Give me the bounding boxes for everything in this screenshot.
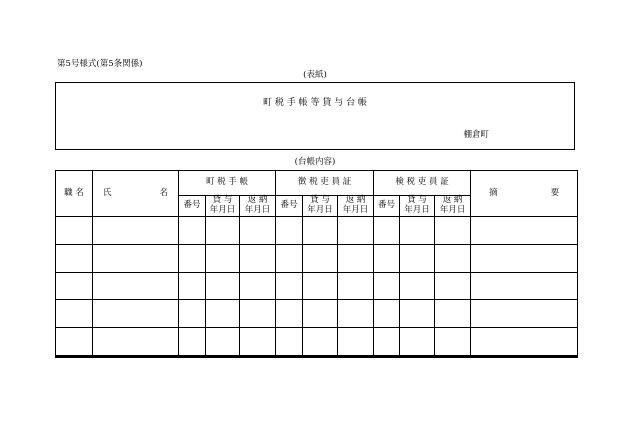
header-inspector-id: 検 税 吏 員 証 [374,171,471,196]
ledger-body [56,217,578,357]
table-cell[interactable] [206,300,240,328]
table-cell[interactable] [56,217,93,245]
table-cell[interactable] [56,300,93,328]
content-label: (台帳内容) [294,157,336,167]
sub-lend-date: 貸 与 年月日 [400,196,435,217]
table-cell[interactable] [471,300,578,328]
header-position: 職 名 [56,171,93,217]
table-cell[interactable] [374,300,400,328]
table-cell[interactable] [276,300,303,328]
sub-number: 番号 [179,196,206,217]
header-collector-id: 徴 税 吏 員 証 [276,171,374,196]
table-cell[interactable] [435,217,471,245]
table-cell[interactable] [303,272,338,300]
table-cell[interactable] [338,244,374,272]
table-cell[interactable] [435,328,471,357]
table-cell[interactable] [303,217,338,245]
table-cell[interactable] [435,300,471,328]
sub-number: 番号 [374,196,400,217]
table-cell[interactable] [206,244,240,272]
table-cell[interactable] [179,244,206,272]
table-cell[interactable] [240,217,276,245]
table-cell[interactable] [276,328,303,357]
table-cell[interactable] [400,300,435,328]
ledger-table [55,170,578,358]
table-cell[interactable] [400,217,435,245]
table-cell[interactable] [303,244,338,272]
table-cell[interactable] [471,244,578,272]
header-tax-handbook: 町 税 手 帳 [179,171,276,196]
table-row [56,328,578,357]
cover-label: (表紙) [303,70,327,80]
cover-title: 町 税 手 帳 等 貸 与 台 帳 [263,98,367,108]
header-name: 氏 名 [93,171,179,217]
table-cell[interactable] [338,272,374,300]
table-cell[interactable] [240,328,276,357]
table-cell[interactable] [93,300,179,328]
table-cell[interactable] [338,217,374,245]
table-cell[interactable] [400,272,435,300]
sub-return-date: 返 納 年月日 [240,196,276,217]
cover-town-name: 棚倉町 [463,130,489,140]
table-cell[interactable] [93,217,179,245]
table-row [56,300,578,328]
table-cell[interactable] [276,244,303,272]
header-remarks: 摘 要 [471,171,578,217]
table-cell[interactable] [179,300,206,328]
table-cell[interactable] [471,272,578,300]
sub-number: 番号 [276,196,303,217]
table-cell[interactable] [374,272,400,300]
table-cell[interactable] [276,272,303,300]
table-cell[interactable] [179,272,206,300]
table-cell[interactable] [303,328,338,357]
table-cell[interactable] [303,300,338,328]
table-cell[interactable] [179,217,206,245]
table-cell[interactable] [56,244,93,272]
table-cell[interactable] [93,328,179,357]
table-cell[interactable] [400,244,435,272]
sub-return-date: 返 納 年月日 [435,196,471,217]
table-cell[interactable] [56,328,93,357]
table-cell[interactable] [374,244,400,272]
sub-lend-date: 貸 与 年月日 [303,196,338,217]
table-row [56,244,578,272]
table-cell[interactable] [56,272,93,300]
table-cell[interactable] [435,272,471,300]
table-cell[interactable] [435,244,471,272]
table-cell[interactable] [374,328,400,357]
table-cell[interactable] [240,244,276,272]
table-cell[interactable] [206,217,240,245]
table-row [56,272,578,300]
table-cell[interactable] [471,217,578,245]
table-cell[interactable] [206,272,240,300]
table-cell[interactable] [338,328,374,357]
table-cell[interactable] [93,272,179,300]
table-cell[interactable] [93,244,179,272]
sub-lend-date: 貸 与 年月日 [206,196,240,217]
table-cell[interactable] [471,328,578,357]
table-cell[interactable] [374,217,400,245]
table-cell[interactable] [240,272,276,300]
table-cell[interactable] [338,300,374,328]
table-cell[interactable] [179,328,206,357]
table-cell[interactable] [240,300,276,328]
sub-return-date: 返 納 年月日 [338,196,374,217]
table-row [56,217,578,245]
table-cell[interactable] [400,328,435,357]
form-number-label: 第5号様式(第5条関係) [57,59,143,69]
table-cell[interactable] [276,217,303,245]
table-cell[interactable] [206,328,240,357]
cover-box [55,82,575,150]
